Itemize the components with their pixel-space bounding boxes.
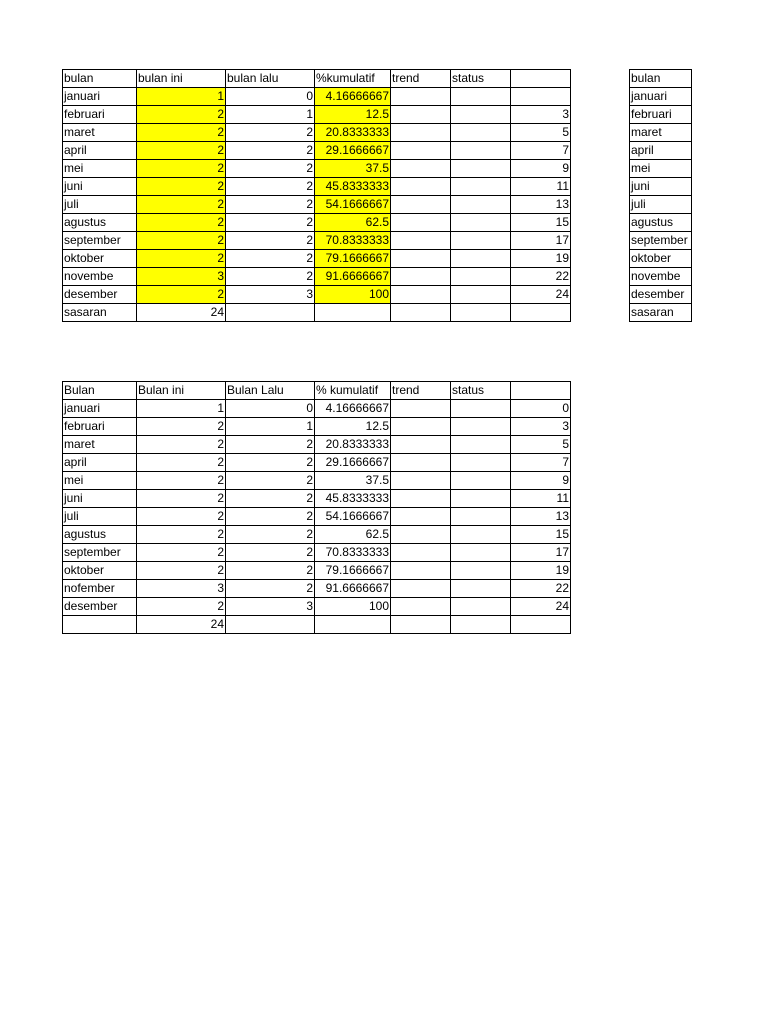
header-cell[interactable] (511, 382, 571, 400)
value-cell[interactable] (451, 490, 511, 508)
month-cell[interactable]: september (630, 232, 692, 250)
value-cell[interactable]: 9 (511, 160, 571, 178)
value-cell[interactable]: 2 (137, 214, 226, 232)
value-cell[interactable] (451, 526, 511, 544)
table-row (630, 214, 692, 232)
monthly-table (62, 381, 571, 634)
value-cell[interactable]: 20.8333333 (315, 124, 391, 142)
value-cell[interactable] (391, 196, 451, 214)
month-cell[interactable]: oktober (63, 562, 137, 580)
table-row (630, 178, 692, 196)
value-cell[interactable]: 79.1666667 (315, 250, 391, 268)
value-cell[interactable]: 3 (511, 106, 571, 124)
value-cell[interactable]: 70.8333333 (315, 544, 391, 562)
table-row (63, 178, 571, 196)
value-cell[interactable] (315, 304, 391, 322)
table-row (63, 250, 571, 268)
value-cell[interactable] (451, 400, 511, 418)
value-cell[interactable] (451, 106, 511, 124)
value-cell[interactable] (391, 178, 451, 196)
table-row (63, 616, 571, 634)
value-cell[interactable] (511, 616, 571, 634)
month-cell[interactable]: februari (63, 418, 137, 436)
month-cell[interactable]: novembe (630, 268, 692, 286)
table-row (630, 196, 692, 214)
value-cell[interactable]: 62.5 (315, 214, 391, 232)
value-cell[interactable]: 1 (137, 88, 226, 106)
value-cell[interactable] (391, 490, 451, 508)
value-cell[interactable]: 2 (226, 250, 315, 268)
header-cell[interactable]: Bulan ini (137, 382, 226, 400)
value-cell[interactable] (391, 562, 451, 580)
value-cell[interactable]: 2 (226, 232, 315, 250)
value-cell[interactable] (391, 142, 451, 160)
value-cell[interactable]: 91.6666667 (315, 580, 391, 598)
value-cell[interactable]: 2 (137, 142, 226, 160)
value-cell[interactable]: 22 (511, 268, 571, 286)
table-row (630, 304, 692, 322)
value-cell[interactable] (391, 508, 451, 526)
value-cell[interactable]: 1 (226, 106, 315, 124)
header-cell[interactable]: bulan lalu (226, 70, 315, 88)
value-cell[interactable]: 7 (511, 142, 571, 160)
value-cell[interactable] (451, 616, 511, 634)
value-cell[interactable]: 62.5 (315, 526, 391, 544)
value-cell[interactable]: 29.1666667 (315, 454, 391, 472)
month-cell[interactable]: april (63, 142, 137, 160)
value-cell[interactable]: 2 (226, 508, 315, 526)
value-cell[interactable]: 1 (137, 400, 226, 418)
value-cell[interactable]: 2 (137, 232, 226, 250)
value-cell[interactable]: 3 (511, 418, 571, 436)
header-row (63, 70, 571, 88)
value-cell[interactable]: 9 (511, 472, 571, 490)
value-cell[interactable] (451, 286, 511, 304)
value-cell[interactable]: 0 (511, 400, 571, 418)
value-cell[interactable] (451, 160, 511, 178)
value-cell[interactable]: 15 (511, 214, 571, 232)
value-cell[interactable] (451, 268, 511, 286)
value-cell[interactable]: 2 (137, 562, 226, 580)
table-row (630, 142, 692, 160)
month-cell[interactable]: sasaran (63, 304, 137, 322)
month-cell[interactable]: mei (63, 472, 137, 490)
value-cell[interactable]: 2 (226, 124, 315, 142)
month-cell[interactable]: desember (630, 286, 692, 304)
value-cell[interactable]: 17 (511, 544, 571, 562)
value-cell[interactable] (451, 436, 511, 454)
table-row (63, 196, 571, 214)
value-cell[interactable] (451, 142, 511, 160)
value-cell[interactable]: 2 (137, 196, 226, 214)
value-cell[interactable] (451, 472, 511, 490)
table-row (63, 580, 571, 598)
month-cell[interactable]: mei (63, 160, 137, 178)
value-cell[interactable]: 2 (226, 268, 315, 286)
table-row (63, 304, 571, 322)
header-row (63, 382, 571, 400)
month-cell[interactable]: juli (63, 508, 137, 526)
table-row (630, 268, 692, 286)
value-cell[interactable] (315, 616, 391, 634)
value-cell[interactable] (451, 562, 511, 580)
month-cell[interactable]: maret (63, 124, 137, 142)
value-cell[interactable]: 2 (226, 472, 315, 490)
month-cell[interactable]: oktober (630, 250, 692, 268)
value-cell[interactable] (451, 88, 511, 106)
table-row (63, 472, 571, 490)
table-row (630, 286, 692, 304)
month-cell[interactable]: februari (63, 106, 137, 124)
value-cell[interactable] (391, 526, 451, 544)
value-cell[interactable] (391, 232, 451, 250)
month-cell[interactable]: nofember (63, 580, 137, 598)
value-cell[interactable]: 2 (226, 178, 315, 196)
value-cell[interactable]: 15 (511, 526, 571, 544)
month-cell[interactable]: mei (630, 160, 692, 178)
value-cell[interactable]: 2 (226, 562, 315, 580)
header-cell[interactable]: bulan (63, 70, 137, 88)
value-cell[interactable]: 2 (226, 490, 315, 508)
month-cell[interactable]: maret (630, 124, 692, 142)
month-cell[interactable]: juli (63, 196, 137, 214)
value-cell[interactable] (451, 598, 511, 616)
value-cell[interactable]: 5 (511, 436, 571, 454)
table-row (630, 232, 692, 250)
value-cell[interactable] (451, 454, 511, 472)
value-cell[interactable]: 2 (137, 250, 226, 268)
header-cell[interactable]: trend (391, 70, 451, 88)
value-cell[interactable] (451, 196, 511, 214)
value-cell[interactable]: 17 (511, 232, 571, 250)
value-cell[interactable] (451, 418, 511, 436)
value-cell[interactable]: 2 (137, 598, 226, 616)
value-cell[interactable]: 2 (226, 454, 315, 472)
value-cell[interactable]: 5 (511, 124, 571, 142)
value-cell[interactable]: 2 (137, 160, 226, 178)
table-row (63, 598, 571, 616)
month-cell[interactable]: juli (630, 196, 692, 214)
value-cell[interactable]: 37.5 (315, 160, 391, 178)
value-cell[interactable]: 100 (315, 598, 391, 616)
value-cell[interactable]: 7 (511, 454, 571, 472)
month-cell[interactable]: novembe (63, 268, 137, 286)
value-cell[interactable] (391, 106, 451, 124)
value-cell[interactable] (226, 304, 315, 322)
value-cell[interactable]: 45.8333333 (315, 490, 391, 508)
value-cell[interactable]: 2 (137, 526, 226, 544)
value-cell[interactable] (451, 124, 511, 142)
value-cell[interactable]: 2 (137, 490, 226, 508)
month-cell[interactable]: oktober (63, 250, 137, 268)
value-cell[interactable]: 2 (137, 106, 226, 124)
header-row (630, 70, 692, 88)
value-cell[interactable]: 54.1666667 (315, 196, 391, 214)
value-cell[interactable]: 11 (511, 490, 571, 508)
table-row (63, 286, 571, 304)
header-cell[interactable]: Bulan (63, 382, 137, 400)
table-row (630, 250, 692, 268)
value-cell[interactable]: 2 (226, 526, 315, 544)
month-cell[interactable]: januari (630, 88, 692, 106)
value-cell[interactable]: 100 (315, 286, 391, 304)
value-cell[interactable]: 37.5 (315, 472, 391, 490)
value-cell[interactable]: 24 (511, 286, 571, 304)
month-cell[interactable]: desember (63, 598, 137, 616)
value-cell[interactable] (391, 616, 451, 634)
header-cell[interactable]: Bulan Lalu (226, 382, 315, 400)
value-cell[interactable]: 2 (226, 214, 315, 232)
value-cell[interactable]: 2 (226, 196, 315, 214)
value-cell[interactable] (226, 616, 315, 634)
value-cell[interactable] (391, 124, 451, 142)
header-cell[interactable]: % kumulatif (315, 382, 391, 400)
table-row (63, 232, 571, 250)
value-cell[interactable]: 2 (137, 418, 226, 436)
value-cell[interactable]: 3 (226, 286, 315, 304)
value-cell[interactable] (451, 178, 511, 196)
value-cell[interactable]: 4.16666667 (315, 88, 391, 106)
table-row (630, 124, 692, 142)
header-cell[interactable]: status (451, 70, 511, 88)
value-cell[interactable]: 12.5 (315, 418, 391, 436)
value-cell[interactable]: 70.8333333 (315, 232, 391, 250)
month-list-table (629, 69, 692, 322)
value-cell[interactable] (391, 544, 451, 562)
value-cell[interactable]: 2 (226, 160, 315, 178)
table-row (630, 106, 692, 124)
month-cell[interactable]: januari (63, 400, 137, 418)
value-cell[interactable]: 13 (511, 196, 571, 214)
month-cell[interactable]: maret (63, 436, 137, 454)
month-cell[interactable]: agustus (630, 214, 692, 232)
value-cell[interactable]: 3 (137, 268, 226, 286)
table-row (63, 214, 571, 232)
table-row (63, 400, 571, 418)
value-cell[interactable]: 24 (137, 616, 226, 634)
value-cell[interactable] (451, 580, 511, 598)
value-cell[interactable]: 2 (137, 436, 226, 454)
header-cell[interactable]: %kumulatif (315, 70, 391, 88)
value-cell[interactable]: 19 (511, 250, 571, 268)
month-cell[interactable]: september (63, 232, 137, 250)
month-cell[interactable]: januari (63, 88, 137, 106)
value-cell[interactable]: 1 (226, 418, 315, 436)
value-cell[interactable]: 2 (137, 508, 226, 526)
table-row (63, 490, 571, 508)
value-cell[interactable] (451, 250, 511, 268)
value-cell[interactable] (451, 544, 511, 562)
value-cell[interactable]: 22 (511, 580, 571, 598)
value-cell[interactable] (511, 304, 571, 322)
value-cell[interactable]: 2 (226, 436, 315, 454)
header-cell[interactable]: bulan ini (137, 70, 226, 88)
month-cell[interactable] (63, 616, 137, 634)
value-cell[interactable] (511, 88, 571, 106)
value-cell[interactable]: 3 (137, 580, 226, 598)
table-row (63, 544, 571, 562)
value-cell[interactable]: 12.5 (315, 106, 391, 124)
value-cell[interactable] (391, 454, 451, 472)
table-row (63, 526, 571, 544)
value-cell[interactable]: 13 (511, 508, 571, 526)
table-row (63, 454, 571, 472)
value-cell[interactable]: 19 (511, 562, 571, 580)
table-row (63, 106, 571, 124)
value-cell[interactable]: 2 (137, 472, 226, 490)
value-cell[interactable] (391, 436, 451, 454)
table-row (63, 562, 571, 580)
header-cell[interactable]: bulan (630, 70, 692, 88)
value-cell[interactable]: 11 (511, 178, 571, 196)
value-cell[interactable]: 79.1666667 (315, 562, 391, 580)
value-cell[interactable] (391, 214, 451, 232)
value-cell[interactable]: 3 (226, 598, 315, 616)
table-row (630, 88, 692, 106)
monthly-table-highlighted (62, 69, 571, 322)
value-cell[interactable]: 2 (137, 286, 226, 304)
value-cell[interactable]: 24 (511, 598, 571, 616)
value-cell[interactable] (391, 160, 451, 178)
value-cell[interactable] (391, 472, 451, 490)
month-cell[interactable]: september (63, 544, 137, 562)
value-cell[interactable] (391, 88, 451, 106)
value-cell[interactable]: 24 (137, 304, 226, 322)
month-cell[interactable]: juni (630, 178, 692, 196)
value-cell[interactable]: 2 (137, 544, 226, 562)
value-cell[interactable] (451, 232, 511, 250)
month-cell[interactable]: juni (63, 490, 137, 508)
value-cell[interactable]: 2 (226, 142, 315, 160)
value-cell[interactable] (391, 418, 451, 436)
value-cell[interactable]: 0 (226, 400, 315, 418)
value-cell[interactable] (391, 580, 451, 598)
month-cell[interactable]: april (630, 142, 692, 160)
value-cell[interactable]: 2 (226, 580, 315, 598)
month-cell[interactable]: agustus (63, 214, 137, 232)
month-cell[interactable]: juni (63, 178, 137, 196)
value-cell[interactable] (451, 214, 511, 232)
value-cell[interactable]: 54.1666667 (315, 508, 391, 526)
table-row (63, 142, 571, 160)
month-cell[interactable]: desember (63, 286, 137, 304)
month-cell[interactable]: agustus (63, 526, 137, 544)
value-cell[interactable]: 2 (137, 124, 226, 142)
table-row (63, 508, 571, 526)
value-cell[interactable] (391, 286, 451, 304)
header-cell[interactable]: status (451, 382, 511, 400)
table-row (63, 418, 571, 436)
value-cell[interactable]: 2 (137, 454, 226, 472)
value-cell[interactable]: 2 (226, 544, 315, 562)
value-cell[interactable]: 45.8333333 (315, 178, 391, 196)
value-cell[interactable] (391, 304, 451, 322)
value-cell[interactable] (391, 400, 451, 418)
value-cell[interactable]: 4.16666667 (315, 400, 391, 418)
table-row (63, 268, 571, 286)
table-row (63, 88, 571, 106)
value-cell[interactable]: 29.1666667 (315, 142, 391, 160)
value-cell[interactable] (451, 304, 511, 322)
header-cell[interactable]: trend (391, 382, 451, 400)
table-row (63, 124, 571, 142)
header-cell[interactable] (511, 70, 571, 88)
table-row (63, 160, 571, 178)
value-cell[interactable]: 91.6666667 (315, 268, 391, 286)
month-cell[interactable]: april (63, 454, 137, 472)
value-cell[interactable] (451, 508, 511, 526)
value-cell[interactable] (391, 268, 451, 286)
table-row (630, 160, 692, 178)
value-cell[interactable]: 2 (137, 178, 226, 196)
month-cell[interactable]: februari (630, 106, 692, 124)
value-cell[interactable]: 20.8333333 (315, 436, 391, 454)
value-cell[interactable] (391, 250, 451, 268)
value-cell[interactable] (391, 598, 451, 616)
table-row (63, 436, 571, 454)
month-cell[interactable]: sasaran (630, 304, 692, 322)
value-cell[interactable]: 0 (226, 88, 315, 106)
